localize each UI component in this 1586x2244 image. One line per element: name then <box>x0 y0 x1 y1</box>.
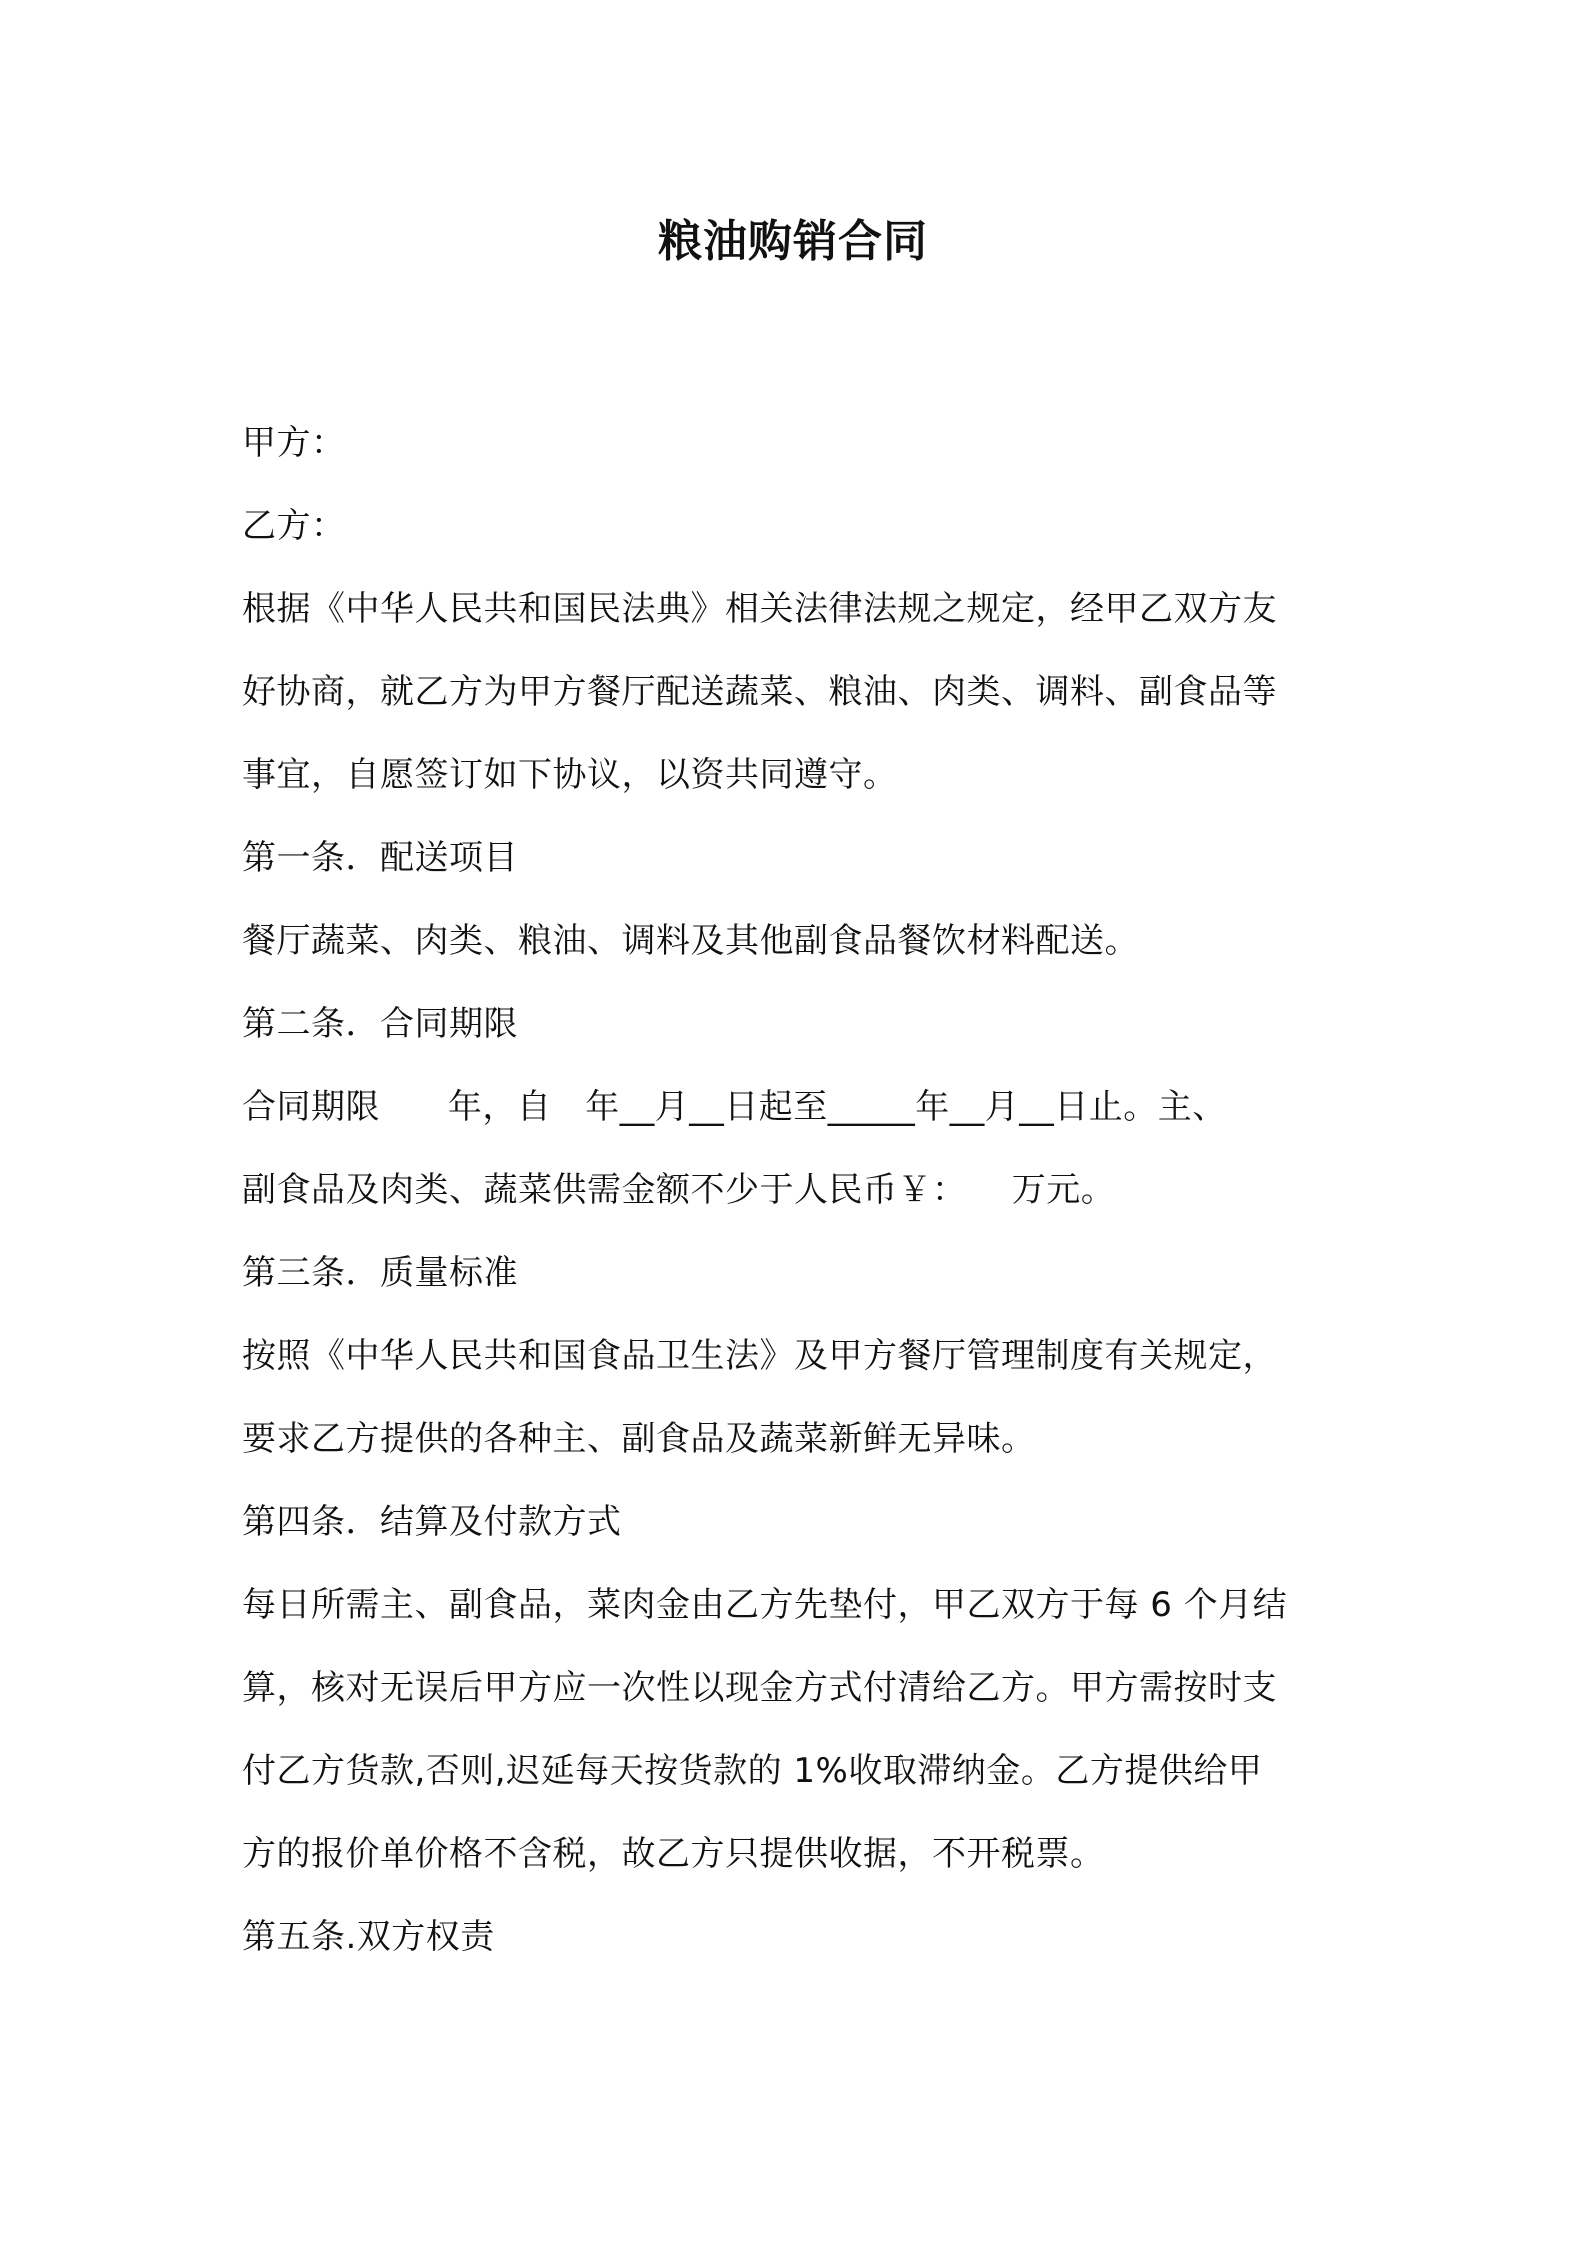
party-a-line: 甲方： <box>242 423 346 463</box>
article-3-text: 要求乙方提供的各种主、副食品及蔬菜新鲜无异味。 <box>242 1419 1036 1459</box>
article-4-text: 每日所需主、副食品，菜肉金由乙方先垫付，甲乙双方于每 6 个月结 <box>242 1585 1288 1625</box>
preamble-line: 根据《中华人民共和国民法典》相关法律法规之规定，经甲乙双方友 <box>242 589 1277 629</box>
article-4-heading: 第四条．结算及付款方式 <box>242 1502 622 1542</box>
article-2-heading: 第二条．合同期限 <box>242 1004 518 1044</box>
preamble-line: 事宜，自愿签订如下协议，以资共同遵守。 <box>242 755 898 795</box>
article-1-heading: 第一条．配送项目 <box>242 838 518 878</box>
article-4-text: 方的报价单价格不含税，故乙方只提供收据，不开税票。 <box>242 1834 1105 1874</box>
document-title: 粮油购销合同 <box>658 216 928 267</box>
article-5-heading: 第五条.双方权责 <box>242 1917 495 1957</box>
party-b-line: 乙方： <box>242 506 346 546</box>
article-2-text: 副食品及肉类、蔬菜供需金额不少于人民币￥： 万元。 <box>242 1170 1116 1210</box>
article-2-text: 合同期限 年，自 年__月__日起至_____年__月__日止。主、 <box>242 1087 1227 1127</box>
article-3-text: 按照《中华人民共和国食品卫生法》及甲方餐厅管理制度有关规定， <box>242 1336 1277 1376</box>
article-4-text: 付乙方货款,否则,迟延每天按货款的 1%收取滞纳金。乙方提供给甲 <box>242 1751 1263 1791</box>
article-1-text: 餐厅蔬菜、肉类、粮油、调料及其他副食品餐饮材料配送。 <box>242 921 1139 961</box>
document-body <box>242 402 1350 1979</box>
article-3-heading: 第三条．质量标准 <box>242 1253 518 1293</box>
article-4-text: 算，核对无误后甲方应一次性以现金方式付清给乙方。甲方需按时支 <box>242 1668 1277 1708</box>
preamble-line: 好协商，就乙方为甲方餐厅配送蔬菜、粮油、肉类、调料、副食品等 <box>242 672 1277 712</box>
